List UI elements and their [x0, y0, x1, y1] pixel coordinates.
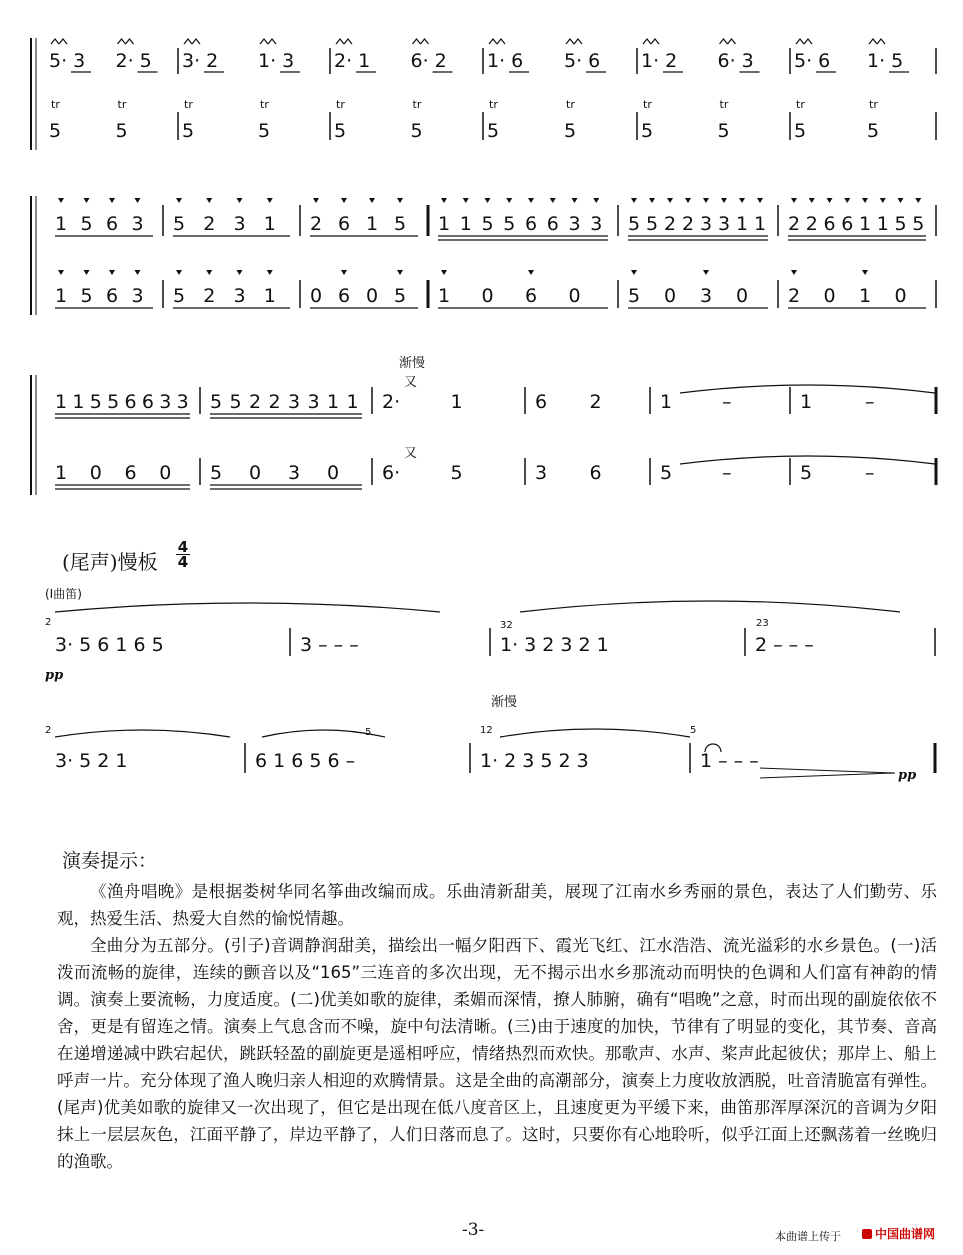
- melody-notes: 6· 2: [410, 50, 447, 72]
- accompaniment-note: 6: [338, 285, 351, 307]
- mordent-mark: [566, 39, 582, 44]
- accompaniment-note: 5: [794, 120, 807, 142]
- accent-mark: [721, 198, 727, 203]
- melody-notes: 1· 3: [258, 50, 295, 72]
- hints-paragraph-2: 全曲分为五部分。(引子)音调静润甜美，描绘出一幅夕阳西下、霞光飞红、江水浩浩、流光溢彩的水乡景色。(一)活泼而流畅的旋律，连续的颤音以及“165”三连音的多次出现，无不揭示出水乡那流动而明快的色调和人们富有神韵的情调。演奏上要流畅，力度适度。(二)优美如歌的旋律，柔媚而深情，撩人肺腑，确有“唱晚”之意，时而出现的副旋依依不舍，更是有留连之情。演奏上气息含而不噪，旋中句法清晰。(三)由于速度的加快，节律有了明显的变化，其节奏、音高在递增递减中跌宕起伏，跳跃轻盈的副旋更是遥相呼应，情绪热烈而欢快。那歌声、水声、桨声此起彼伏；那岸上、船上呼声一片。充分体现了渔人晚归亲人相迎的欢腾情景。这是全曲的高潮部分，演奏上力度收放洒脱，吐音清脆富有弹性。(尾声)优美如歌的旋律又一次出现了，但它是出现在低八度音区上，且速度更为平缓下来，曲笛那浑厚深沉的音调为夕阳抹上一层层灰色，江面平静了，岸边平静了，人们日落而息了。这时，只要你有心地聆听，似乎江面上还飘荡着一丝晚归的渔歌。: [57, 936, 937, 1171]
- tempo-ritard-2: 渐慢: [491, 695, 518, 710]
- decrescendo-hairpin: [760, 768, 895, 778]
- melody-notes: 1· 2: [641, 50, 678, 72]
- accent-mark: [915, 198, 921, 203]
- melody-note: 1: [754, 213, 767, 235]
- accent-mark: [791, 270, 797, 275]
- accent-mark: [757, 198, 763, 203]
- time-signature: 4 4: [177, 538, 189, 571]
- accent-mark: [791, 198, 797, 203]
- trill-mark: tr: [412, 98, 422, 111]
- accent-mark: [237, 198, 243, 203]
- accompaniment-note: 0: [894, 285, 907, 307]
- trill-mark: tr: [869, 98, 878, 111]
- mordent-mark: [720, 39, 736, 44]
- mordent-mark: [260, 39, 276, 44]
- melody-note: 3: [176, 391, 189, 413]
- accent-mark: [313, 198, 319, 203]
- trill-mark: tr: [260, 98, 269, 111]
- melody-note: 1: [800, 391, 813, 413]
- accompaniment-note: 6: [589, 462, 602, 484]
- accompaniment-note: 5: [641, 120, 654, 142]
- accompaniment-note: 6·: [382, 462, 401, 484]
- accompaniment-note: 5: [49, 120, 62, 142]
- accompaniment-note: 5: [628, 285, 641, 307]
- accompaniment-note: 5: [800, 462, 813, 484]
- mordent-mark: [118, 39, 134, 44]
- accent-mark: [463, 198, 469, 203]
- instrument-label: (I曲笛): [45, 587, 82, 601]
- melody-note: –: [865, 391, 875, 413]
- accent-mark: [506, 198, 512, 203]
- melody-note: 6: [141, 391, 154, 413]
- accompaniment-note: –: [722, 462, 732, 484]
- accompaniment-note: 5: [334, 120, 347, 142]
- accompaniment-note: 0: [736, 285, 749, 307]
- melody-note: 1: [263, 213, 276, 235]
- melody-note: 5: [107, 391, 120, 413]
- coda-note: 1· 2 3 5 2 3: [480, 750, 589, 772]
- accent-mark: [176, 270, 182, 275]
- accompaniment-note: 5: [258, 120, 271, 142]
- melody-note: 2: [664, 213, 677, 235]
- melody-notes: 5· 3: [49, 50, 86, 72]
- accompaniment-note: 0: [481, 285, 494, 307]
- melody-note: 1: [438, 213, 451, 235]
- accompaniment-note: 5: [115, 120, 128, 142]
- phrase-slur: [500, 729, 690, 737]
- footer-upload-text: 本曲谱上传于: [775, 1230, 841, 1243]
- accompaniment-note: 0: [366, 285, 379, 307]
- trill-mark: tr: [489, 98, 498, 111]
- coda-note: 2 – – –: [755, 634, 814, 656]
- accompaniment-note: 1: [859, 285, 872, 307]
- melody-note: 6: [106, 213, 119, 235]
- accent-mark: [135, 198, 141, 203]
- coda-note: 1 – – –: [700, 750, 759, 772]
- melody-note: 5: [210, 391, 223, 413]
- mordent-mark: [489, 39, 505, 44]
- melody-note: 5: [912, 213, 925, 235]
- accompaniment-note: 5: [173, 285, 186, 307]
- accent-mark: [703, 270, 709, 275]
- melody-note: 2: [203, 213, 216, 235]
- accent-mark: [176, 198, 182, 203]
- melody-note: 1: [72, 391, 85, 413]
- melody-note: 5: [394, 213, 407, 235]
- melody-notes: 1· 5: [867, 50, 904, 72]
- accompaniment-note: 5: [80, 285, 93, 307]
- grace-note: 12: [480, 725, 493, 736]
- grace-note: 23: [756, 618, 769, 629]
- trill-mark: tr: [184, 98, 193, 111]
- accent-mark: [267, 198, 273, 203]
- accompaniment-note: 5: [487, 120, 500, 142]
- melody-note: 5: [173, 213, 186, 235]
- melody-note: 1: [876, 213, 889, 235]
- melody-note: 2: [682, 213, 695, 235]
- accent-mark: [809, 198, 815, 203]
- accompaniment-note: 1: [438, 285, 451, 307]
- accompaniment-note: –: [865, 462, 875, 484]
- melody-note: 2: [268, 391, 281, 413]
- tempo-ritard-1: 渐慢: [399, 356, 426, 371]
- trill-mark: tr: [51, 98, 60, 111]
- coda-note: 6 1 6 5 6 –: [255, 750, 356, 772]
- site-logo-icon: [862, 1229, 872, 1239]
- melody-note: 5: [646, 213, 659, 235]
- grace-note: 2: [45, 617, 52, 628]
- mordent-mark: [413, 39, 429, 44]
- melody-note: 6: [823, 213, 836, 235]
- accent-mark: [880, 198, 886, 203]
- melody-note: 6: [841, 213, 854, 235]
- trill-mark: tr: [117, 98, 127, 111]
- accompaniment-note: 5: [410, 120, 423, 142]
- accompaniment-note: 6: [124, 462, 137, 484]
- melody-note: 1: [660, 391, 673, 413]
- melody-note: 5: [481, 213, 494, 235]
- accent-mark: [109, 270, 115, 275]
- accompaniment-note: 0: [327, 462, 340, 484]
- accompaniment-note: 0: [249, 462, 262, 484]
- accent-mark: [267, 270, 273, 275]
- accompaniment-note: 5: [660, 462, 673, 484]
- melody-note: 3: [307, 391, 320, 413]
- accent-mark: [369, 198, 375, 203]
- accompaniment-note: 3: [233, 285, 246, 307]
- accompaniment-note: 0: [159, 462, 172, 484]
- coda-note: 1· 3 2 3 2 1: [500, 634, 609, 656]
- accompaniment-note: 5: [867, 120, 880, 142]
- melody-note: 5: [80, 213, 93, 235]
- coda-note: 3· 5 2 1: [55, 750, 128, 772]
- melody-note: 1: [55, 391, 68, 413]
- grace-note: 5: [690, 725, 697, 736]
- trill-mark: tr: [643, 98, 652, 111]
- accent-mark: [898, 198, 904, 203]
- melody-note: 5: [894, 213, 907, 235]
- melody-note: 6: [535, 391, 548, 413]
- phrase-slur: [55, 730, 230, 737]
- accompaniment-note: 0: [823, 285, 836, 307]
- melody-notes: 6· 3: [717, 50, 754, 72]
- accompaniment-note: 0: [310, 285, 323, 307]
- melody-notes: 2· 5: [115, 50, 152, 72]
- accompaniment-note: 3: [535, 462, 548, 484]
- accent-mark: [631, 270, 637, 275]
- accent-mark: [703, 198, 709, 203]
- articulation-mark: 又: [404, 375, 418, 390]
- accompaniment-note: 5: [717, 120, 730, 142]
- melody-note: 3: [131, 213, 144, 235]
- accent-mark: [84, 198, 90, 203]
- melody-note: 5: [89, 391, 102, 413]
- melody-notes: 3· 2: [182, 50, 219, 72]
- grace-note: 5: [365, 727, 372, 738]
- melody-note: 2: [788, 213, 801, 235]
- melody-note: 1: [327, 391, 340, 413]
- accompaniment-note: 5: [182, 120, 195, 142]
- accompaniment-note: 6: [525, 285, 538, 307]
- melody-note: 3: [718, 213, 731, 235]
- melody-note: 1: [459, 213, 472, 235]
- coda-note: 3· 5 6 1 6 5: [55, 634, 164, 656]
- melody-note: 3: [233, 213, 246, 235]
- accent-mark: [135, 270, 141, 275]
- accent-mark: [550, 198, 556, 203]
- accompaniment-note: 6: [106, 285, 119, 307]
- mordent-mark: [869, 39, 885, 44]
- melody-notes: 5· 6: [794, 50, 831, 72]
- accompaniment-note: 5: [564, 120, 577, 142]
- accompaniment-note: 2: [788, 285, 801, 307]
- accent-mark: [341, 198, 347, 203]
- melody-note: 6: [546, 213, 559, 235]
- mordent-mark: [184, 39, 200, 44]
- accent-mark: [84, 270, 90, 275]
- melody-note: 5: [503, 213, 516, 235]
- grace-note: 32: [500, 620, 513, 631]
- melody-notes: 2· 1: [334, 50, 371, 72]
- melody-note: 3: [700, 213, 713, 235]
- accent-mark: [58, 198, 64, 203]
- accompaniment-note: 0: [89, 462, 102, 484]
- melody-notes: 5· 6: [564, 50, 601, 72]
- mordent-mark: [51, 39, 67, 44]
- trill-mark: tr: [336, 98, 345, 111]
- accent-mark: [844, 198, 850, 203]
- dynamic-pp-start: pp: [45, 668, 64, 683]
- accent-mark: [685, 198, 691, 203]
- melody-note: 2: [589, 391, 602, 413]
- melody-note: 1: [450, 391, 463, 413]
- accompaniment-note: 1: [55, 285, 68, 307]
- mordent-mark: [643, 39, 659, 44]
- phrase-slur: [55, 603, 440, 612]
- accompaniment-note: 3: [288, 462, 301, 484]
- accent-mark: [593, 198, 599, 203]
- accompaniment-note: 0: [568, 285, 581, 307]
- accent-mark: [528, 198, 534, 203]
- mordent-mark: [796, 39, 812, 44]
- melody-note: 2: [249, 391, 262, 413]
- hints-paragraph-1: 《渔舟唱晚》是根据娄树华同名筝曲改编而成。乐曲清新甜美，展现了江南水乡秀丽的景色，表达了人们勤劳、乐观，热爱生活、热爱大自然的愉悦情趣。: [57, 882, 937, 928]
- accent-mark: [631, 198, 637, 203]
- melody-note: 5: [628, 213, 641, 235]
- melody-note: 2: [310, 213, 323, 235]
- trill-mark: tr: [719, 98, 729, 111]
- melody-note: 1: [736, 213, 749, 235]
- melody-note: 2: [805, 213, 818, 235]
- accompaniment-note: 1: [263, 285, 276, 307]
- accent-mark: [485, 198, 491, 203]
- melody-note: 3: [159, 391, 172, 413]
- melody-note: 6: [124, 391, 137, 413]
- page-number: -3-: [462, 1220, 485, 1240]
- accompaniment-note: 5: [450, 462, 463, 484]
- melody-note: 6: [338, 213, 351, 235]
- grace-note: 2: [45, 725, 52, 736]
- accent-mark: [441, 270, 447, 275]
- dynamic-pp-end: pp: [898, 768, 917, 783]
- accent-mark: [667, 198, 673, 203]
- accent-mark: [528, 270, 534, 275]
- melody-note: 2·: [382, 391, 401, 413]
- melody-note: 1: [366, 213, 379, 235]
- accent-mark: [441, 198, 447, 203]
- coda-note: 3 – – –: [300, 634, 359, 656]
- melody-note: 3: [568, 213, 581, 235]
- performance-hints-title: 演奏提示：: [62, 850, 158, 872]
- accent-mark: [397, 270, 403, 275]
- accent-mark: [397, 198, 403, 203]
- accompaniment-note: 5: [394, 285, 407, 307]
- melody-note: 1: [55, 213, 68, 235]
- melody-note: 5: [229, 391, 242, 413]
- mordent-mark: [336, 39, 352, 44]
- trill-mark: tr: [566, 98, 575, 111]
- accent-mark: [109, 198, 115, 203]
- accent-mark: [649, 198, 655, 203]
- accompaniment-note: 5: [210, 462, 223, 484]
- phrase-slur: [520, 601, 900, 612]
- trill-mark: tr: [796, 98, 805, 111]
- melody-note: 1: [346, 391, 359, 413]
- accompaniment-note: 0: [664, 285, 677, 307]
- accent-mark: [827, 198, 833, 203]
- accent-mark: [237, 270, 243, 275]
- melody-note: 6: [525, 213, 538, 235]
- footer-site-logo[interactable]: 中国曲谱网: [862, 1225, 935, 1242]
- accent-mark: [206, 270, 212, 275]
- melody-note: –: [722, 391, 732, 413]
- accent-mark: [572, 198, 578, 203]
- accent-mark: [739, 198, 745, 203]
- accent-mark: [58, 270, 64, 275]
- accent-mark: [341, 270, 347, 275]
- melody-notes: 1· 6: [487, 50, 524, 72]
- coda-section-label: (尾声)慢板: [62, 550, 158, 574]
- melody-note: 1: [859, 213, 872, 235]
- accompaniment-note: 2: [203, 285, 216, 307]
- accompaniment-note: 1: [55, 462, 68, 484]
- melody-note: 3: [590, 213, 603, 235]
- accent-mark: [206, 198, 212, 203]
- articulation-mark: 又: [404, 446, 418, 461]
- accent-mark: [862, 198, 868, 203]
- accompaniment-note: 3: [131, 285, 144, 307]
- accent-mark: [862, 270, 868, 275]
- accompaniment-note: 3: [700, 285, 713, 307]
- melody-note: 3: [288, 391, 301, 413]
